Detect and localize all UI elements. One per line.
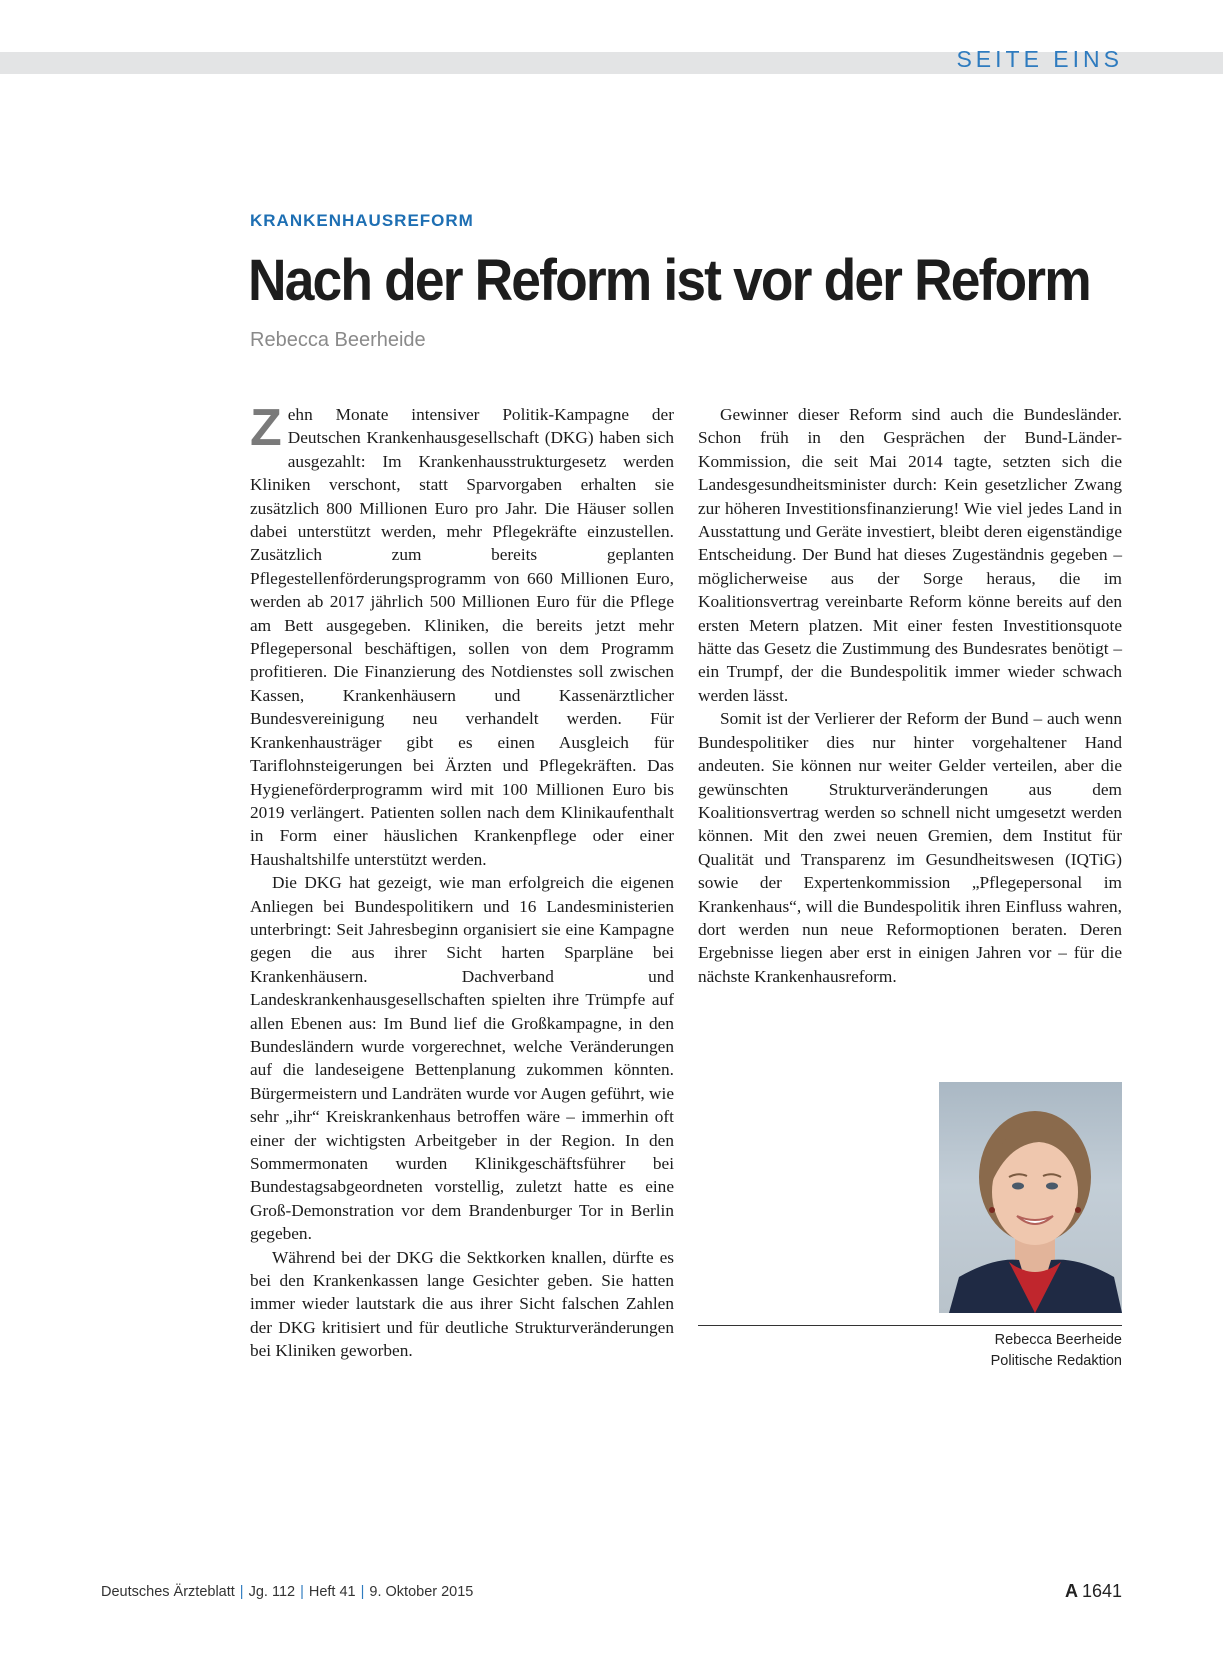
author-photo bbox=[939, 1082, 1122, 1313]
article-column-right bbox=[698, 403, 1122, 988]
footer-issue: Heft 41 bbox=[308, 1584, 356, 1600]
section-label: SEITE EINS bbox=[956, 46, 1123, 72]
article-paragraph: Gewinner dieser Reform sind auch die Bundesländer. Schon früh in den Gesprächen der Bund-Länder-Kommission, die seit Mai 2014 tagte, setzten sich die Landesgesundheitsminister durch: Kein gesetzlicher Zwang zur höheren Investitionsfinanzierung! Wie viel jedes Land in Ausstattung und Geräte investiert, bleibt deren eigenständige Entscheidung. Der Bund hat dieses Zugeständnis gegeben – möglicherweise aus der Sorge heraus, die im Koalitionsvertrag vereinbarte Reform könne bereits auf den ersten Metern platzen. Mit einer festen Investitionsquote hätte das Gesetz die Zustimmung des Bundesrates benötigt – ein Trumpf, der die Bundespolitik immer wieder schwach werden lässt. bbox=[698, 405, 1122, 705]
footer-publication: Deutsches Ärzteblatt bbox=[101, 1584, 235, 1600]
paragraph-text: ehn Monate intensiver Politik-Kampagne der Deutschen Krankenhausgesellschaft (DKG) haben sich ausgezahlt: Im Krankenhausstrukturgesetz werden Kliniken verschont, statt Sparvorgaben erhalten sie zusätzlich 800 Millionen Euro pro Jahr. Die Häuser sollen dabei unterstützt werden, mehr Pflegekräfte einzustellen. Zusätzlich zum bereits geplanten Pflegestellenförderungsprogramm von 660 Millionen Euro, werden ab 2017 jährlich 500 Millionen Euro für die Pflege am Bett ausgegeben. Kliniken, die bereits jetzt mehr Pflegepersonal beschäftigen, sollen von dem Programm profitieren. Die Finanzierung des Notdienstes soll zwischen Kassen, Krankenhäusern und Kassenärztlicher Bundesvereinigung neu verhandelt werden. Für Krankenhausträger gibt es einen Ausgleich für Tariflohnsteigerungen bei Ärzten und Pflegekräften. Das Hygieneförderprogramm wird mit 100 Millionen Euro bis 2019 verlängert. Patienten sollen nach dem Klinikaufenthalt in Form einer häuslichen Krankenpflege oder einer Haushaltshilfe unterstützt werden. bbox=[250, 405, 674, 869]
page-number-value: 1641 bbox=[1081, 1581, 1122, 1601]
footer-separator: | bbox=[300, 1584, 304, 1600]
page-footer bbox=[101, 1584, 473, 1600]
footer-date: 9. Oktober 2015 bbox=[369, 1584, 474, 1600]
page-number bbox=[1065, 1581, 1122, 1602]
drop-cap: Z bbox=[250, 399, 282, 457]
caption-name: Rebecca Beerheide bbox=[994, 1332, 1122, 1348]
article-paragraph bbox=[250, 399, 674, 871]
article-kicker: KRANKENHAUSREFORM bbox=[250, 211, 474, 230]
article-byline: Rebecca Beerheide bbox=[250, 329, 426, 351]
page-prefix: A bbox=[1064, 1581, 1078, 1601]
article-paragraph: Die DKG hat gezeigt, wie man erfolgreich die eigenen Anliegen bei Bundespolitikern und 16 Landesministerien unterbringt: Seit Jahresbeginn organisiert sie eine Kampagne gegen die aus ihrer Sicht harten Sparpläne bei Krankenhäusern. Dachverband und Landeskrankenhausgesellschaften spielten ihre Trümpfe auf allen Ebenen aus: Im Bund lief die Großkampagne, in den Bundesländern wurde vorgerechnet, welche Veränderungen auf die landeseigene Bettenplanung zukommen könnten. Bürgermeistern und Landräten wurde vor Augen geführt, wie sehr „ihr“ Kreiskrankenhaus betroffen wäre – immerhin oft einer der wichtigsten Arbeitgeber in der Region. In den Sommermonaten wurden Klinikgeschäftsführer bei Bundestagsabgeordneten vorstellig, zuletzt hatte es eine Groß-Demonstration vor dem Brandenburger Tor in Berlin gegeben. bbox=[250, 873, 674, 1244]
footer-volume: Jg. 112 bbox=[248, 1584, 296, 1600]
caption-role: Politische Redaktion bbox=[990, 1353, 1122, 1369]
footer-separator: | bbox=[239, 1584, 244, 1600]
article-paragraph: Während bei der DKG die Sektkorken knallen, dürfte es bei den Krankenkassen lange Gesichter geben. Sie hatten immer wieder lautstark die aus ihrer Sicht falschen Zahlen der DKG kritisiert und für deutliche Strukturveränderungen bei Kliniken geworben. bbox=[250, 1247, 674, 1361]
footer-separator: | bbox=[360, 1584, 365, 1600]
article-column-left bbox=[250, 399, 674, 1363]
portrait-image bbox=[939, 1082, 1122, 1313]
article-headline: Nach der Reform ist vor der Reform bbox=[248, 248, 1090, 313]
photo-caption bbox=[991, 1330, 1122, 1372]
article-paragraph: Somit ist der Verlierer der Reform der Bund – auch wenn Bundespolitiker dies nur hinter vorgehaltener Hand andeuten. Sie können nur weiter Gelder verteilen, aber die gewünschten Strukturveränderungen aus dem Koalitionsvertrag werden so schnell nicht umgesetzt werden können. Mit den zwei neuen Gremien, dem Institut für Qualität und Transparenz im Gesundheitswesen (IQTiG) sowie der Expertenkommission „Pflegepersonal im Krankenhaus“, will die Bundespolitik ihren Einfluss wahren, dort werden nun neue Reformoptionen beraten. Deren Ergebnisse liegen aber erst in einigen Jahren vor – für die nächste Krankenhausreform. bbox=[698, 709, 1122, 986]
caption-divider bbox=[698, 1325, 1122, 1326]
